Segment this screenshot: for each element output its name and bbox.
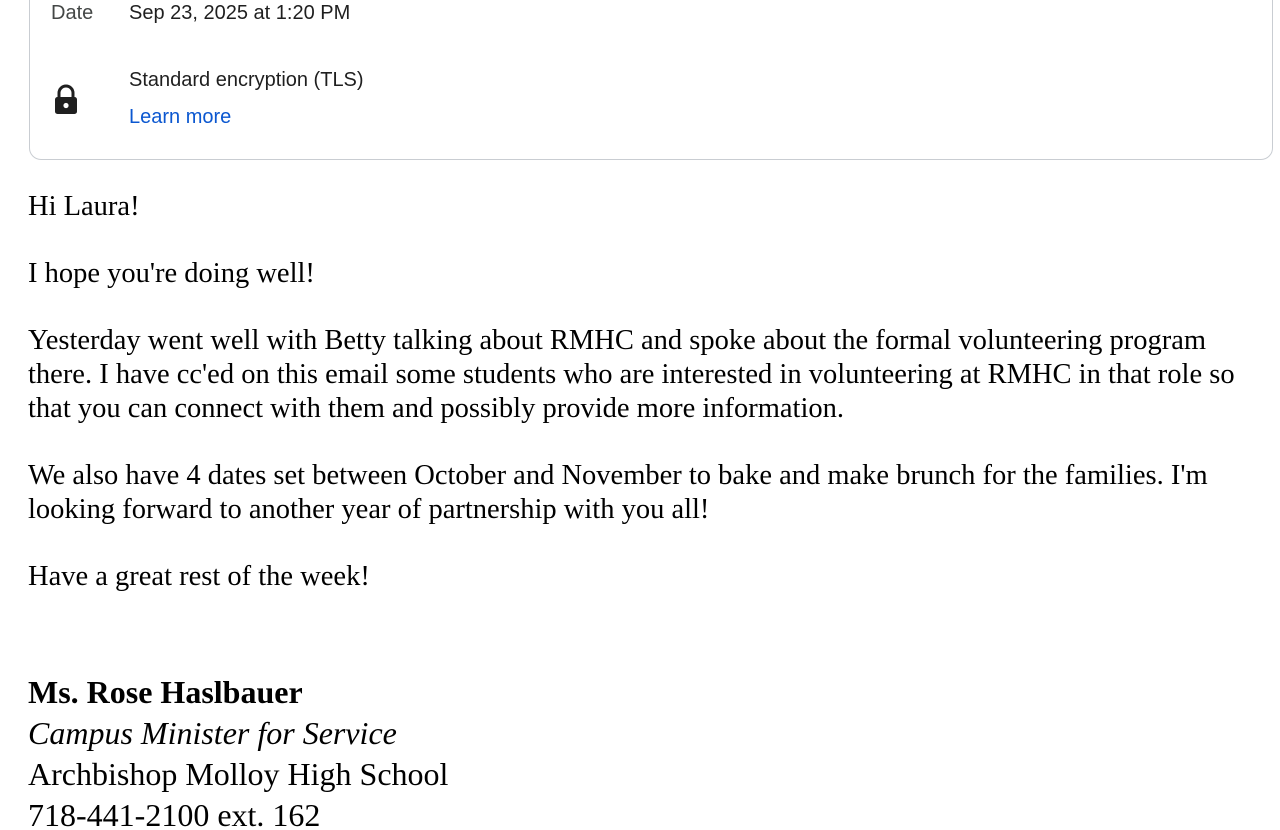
- lock-icon: [54, 84, 78, 116]
- body-paragraph: Yesterday went well with Betty talking about RMHC and spoke about the formal volunteering program there. I have cc'ed on this email some students who are interested in volunteering at RMHC in that role so that you can connect with them and possibly provide more information.: [28, 325, 1235, 424]
- body-paragraph: We also have 4 dates set between October and November to bake and make brunch for the families. I'm looking forward to another year of partnership with you all!: [28, 460, 1208, 525]
- closing-line: Have a great rest of the week!: [28, 561, 370, 592]
- email-signature: [28, 672, 448, 830]
- email-body: [28, 190, 1258, 627]
- body-paragraph: I hope you're doing well!: [28, 258, 315, 289]
- signature-name: Ms. Rose Haslbauer: [28, 674, 303, 710]
- date-value: Sep 23, 2025 at 1:20 PM: [129, 2, 351, 24]
- learn-more-link[interactable]: Learn more: [129, 106, 232, 128]
- greeting: Hi Laura!: [28, 191, 140, 222]
- date-label: Date: [51, 2, 94, 24]
- encryption-status-text: Standard encryption (TLS): [129, 69, 364, 91]
- signature-phone: 718-441-2100 ext. 162: [28, 797, 321, 830]
- signature-title: Campus Minister for Service: [28, 715, 397, 751]
- signature-organization: Archbishop Molloy High School: [28, 756, 449, 792]
- message-details-card: [29, 0, 1273, 160]
